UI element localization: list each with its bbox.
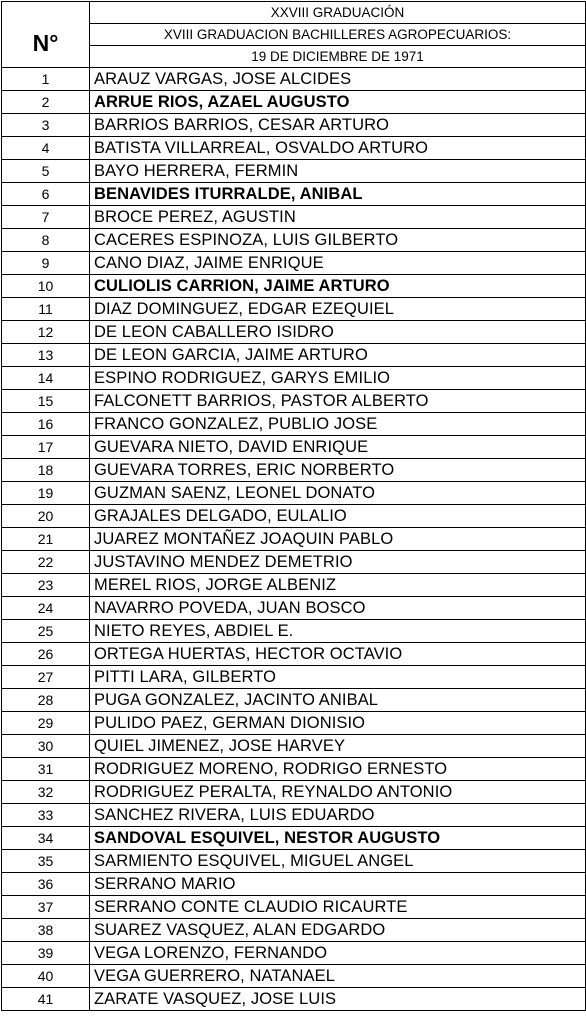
row-number: 18 [2, 459, 90, 482]
row-number: 22 [2, 551, 90, 574]
table-row [2, 229, 586, 252]
row-number: 41 [2, 988, 90, 1011]
graduate-name: ARAUZ VARGAS, JOSE ALCIDES [90, 68, 586, 91]
table-row [2, 321, 586, 344]
row-number: 16 [2, 413, 90, 436]
row-number: 31 [2, 758, 90, 781]
table-row [2, 873, 586, 896]
header-row-1 [2, 2, 586, 24]
graduates-table [1, 1, 586, 1011]
graduate-name: BROCE PEREZ, AGUSTIN [90, 206, 586, 229]
graduate-name: QUIEL JIMENEZ, JOSE HARVEY [90, 735, 586, 758]
table-row [2, 137, 586, 160]
graduate-name: VEGA LORENZO, FERNANDO [90, 942, 586, 965]
graduate-name: BATISTA VILLARREAL, OSVALDO ARTURO [90, 137, 586, 160]
row-number: 37 [2, 896, 90, 919]
table-row [2, 712, 586, 735]
row-number: 19 [2, 482, 90, 505]
row-number: 26 [2, 643, 90, 666]
header-row-2 [2, 24, 586, 46]
graduate-name: BARRIOS BARRIOS, CESAR ARTURO [90, 114, 586, 137]
table-row [2, 298, 586, 321]
graduate-name: CULIOLIS CARRION, JAIME ARTURO [90, 275, 586, 298]
row-number: 23 [2, 574, 90, 597]
graduation-title: XXVIII GRADUACIÓN [90, 2, 586, 24]
table-row [2, 390, 586, 413]
graduate-name: SERRANO CONTE CLAUDIO RICAURTE [90, 896, 586, 919]
row-number: 32 [2, 781, 90, 804]
graduate-name: GUEVARA NIETO, DAVID ENRIQUE [90, 436, 586, 459]
graduate-name: BAYO HERRERA, FERMIN [90, 160, 586, 183]
graduate-name: JUSTAVINO MENDEZ DEMETRIO [90, 551, 586, 574]
table-row [2, 275, 586, 298]
graduate-name: PUGA GONZALEZ, JACINTO ANIBAL [90, 689, 586, 712]
graduate-name: GUZMAN SAENZ, LEONEL DONATO [90, 482, 586, 505]
row-number: 12 [2, 321, 90, 344]
table-row [2, 183, 586, 206]
table-row [2, 620, 586, 643]
graduate-name: JUAREZ MONTAÑEZ JOAQUIN PABLO [90, 528, 586, 551]
table-row [2, 689, 586, 712]
graduate-name: ZARATE VASQUEZ, JOSE LUIS [90, 988, 586, 1011]
graduates-table-body [2, 2, 586, 1011]
graduate-name: CANO DIAZ, JAIME ENRIQUE [90, 252, 586, 275]
row-number: 33 [2, 804, 90, 827]
row-number: 1 [2, 68, 90, 91]
table-row [2, 436, 586, 459]
row-number: 34 [2, 827, 90, 850]
graduate-name: GRAJALES DELGADO, EULALIO [90, 505, 586, 528]
table-row [2, 459, 586, 482]
table-row [2, 643, 586, 666]
table-row [2, 482, 586, 505]
row-number: 11 [2, 298, 90, 321]
row-number: 25 [2, 620, 90, 643]
graduate-name: FRANCO GONZALEZ, PUBLIO JOSE [90, 413, 586, 436]
graduate-name: SANCHEZ RIVERA, LUIS EDUARDO [90, 804, 586, 827]
table-row [2, 758, 586, 781]
table-row [2, 505, 586, 528]
table-row [2, 804, 586, 827]
table-row [2, 114, 586, 137]
graduate-name: SUAREZ VASQUEZ, ALAN EDGARDO [90, 919, 586, 942]
graduate-name: ORTEGA HUERTAS, HECTOR OCTAVIO [90, 643, 586, 666]
graduate-name: RODRIGUEZ PERALTA, REYNALDO ANTONIO [90, 781, 586, 804]
graduate-name: PULIDO PAEZ, GERMAN DIONISIO [90, 712, 586, 735]
row-number: 9 [2, 252, 90, 275]
graduate-name: VEGA GUERRERO, NATANAEL [90, 965, 586, 988]
graduate-name: RODRIGUEZ MORENO, RODRIGO ERNESTO [90, 758, 586, 781]
table-row [2, 413, 586, 436]
row-number: 27 [2, 666, 90, 689]
table-row [2, 942, 586, 965]
row-number: 29 [2, 712, 90, 735]
row-number: 28 [2, 689, 90, 712]
graduate-name: MEREL RIOS, JORGE ALBENIZ [90, 574, 586, 597]
graduate-name: PITTI LARA, GILBERTO [90, 666, 586, 689]
table-row [2, 988, 586, 1011]
graduate-name: BENAVIDES ITURRALDE, ANIBAL [90, 183, 586, 206]
row-number: 8 [2, 229, 90, 252]
graduation-subtitle: XVIII GRADUACION BACHILLERES AGROPECUARIOS: [90, 24, 586, 46]
row-number: 17 [2, 436, 90, 459]
table-row [2, 850, 586, 873]
header-row-3 [2, 46, 586, 68]
row-number: 7 [2, 206, 90, 229]
table-row [2, 827, 586, 850]
table-row [2, 896, 586, 919]
row-number: 36 [2, 873, 90, 896]
row-number: 2 [2, 91, 90, 114]
row-number: 14 [2, 367, 90, 390]
graduate-name: GUEVARA TORRES, ERIC NORBERTO [90, 459, 586, 482]
row-number: 5 [2, 160, 90, 183]
table-row [2, 574, 586, 597]
row-number: 3 [2, 114, 90, 137]
graduation-date: 19 DE DICIEMBRE DE 1971 [90, 46, 586, 68]
graduate-name: ESPINO RODRIGUEZ, GARYS EMILIO [90, 367, 586, 390]
table-row [2, 551, 586, 574]
table-row [2, 735, 586, 758]
table-row [2, 68, 586, 91]
graduate-name: SERRANO MARIO [90, 873, 586, 896]
table-row [2, 781, 586, 804]
table-row [2, 252, 586, 275]
table-row [2, 528, 586, 551]
graduate-name: DE LEON GARCIA, JAIME ARTURO [90, 344, 586, 367]
table-row [2, 919, 586, 942]
row-number: 15 [2, 390, 90, 413]
graduate-name: ARRUE RIOS, AZAEL AUGUSTO [90, 91, 586, 114]
table-row [2, 965, 586, 988]
table-row [2, 206, 586, 229]
row-number: 21 [2, 528, 90, 551]
graduate-name: SARMIENTO ESQUIVEL, MIGUEL ANGEL [90, 850, 586, 873]
table-row [2, 597, 586, 620]
graduate-name: NIETO REYES, ABDIEL E. [90, 620, 586, 643]
row-number: 35 [2, 850, 90, 873]
row-number: 4 [2, 137, 90, 160]
number-column-header: N° [2, 2, 90, 68]
row-number: 38 [2, 919, 90, 942]
row-number: 40 [2, 965, 90, 988]
graduate-name: DIAZ DOMINGUEZ, EDGAR EZEQUIEL [90, 298, 586, 321]
graduate-name: CACERES ESPINOZA, LUIS GILBERTO [90, 229, 586, 252]
row-number: 6 [2, 183, 90, 206]
table-row [2, 367, 586, 390]
table-row [2, 160, 586, 183]
graduate-name: NAVARRO POVEDA, JUAN BOSCO [90, 597, 586, 620]
table-row [2, 344, 586, 367]
table-row [2, 666, 586, 689]
row-number: 24 [2, 597, 90, 620]
row-number: 20 [2, 505, 90, 528]
row-number: 39 [2, 942, 90, 965]
row-number: 13 [2, 344, 90, 367]
table-row [2, 91, 586, 114]
row-number: 10 [2, 275, 90, 298]
graduate-name: SANDOVAL ESQUIVEL, NESTOR AUGUSTO [90, 827, 586, 850]
row-number: 30 [2, 735, 90, 758]
graduate-name: DE LEON CABALLERO ISIDRO [90, 321, 586, 344]
graduate-name: FALCONETT BARRIOS, PASTOR ALBERTO [90, 390, 586, 413]
